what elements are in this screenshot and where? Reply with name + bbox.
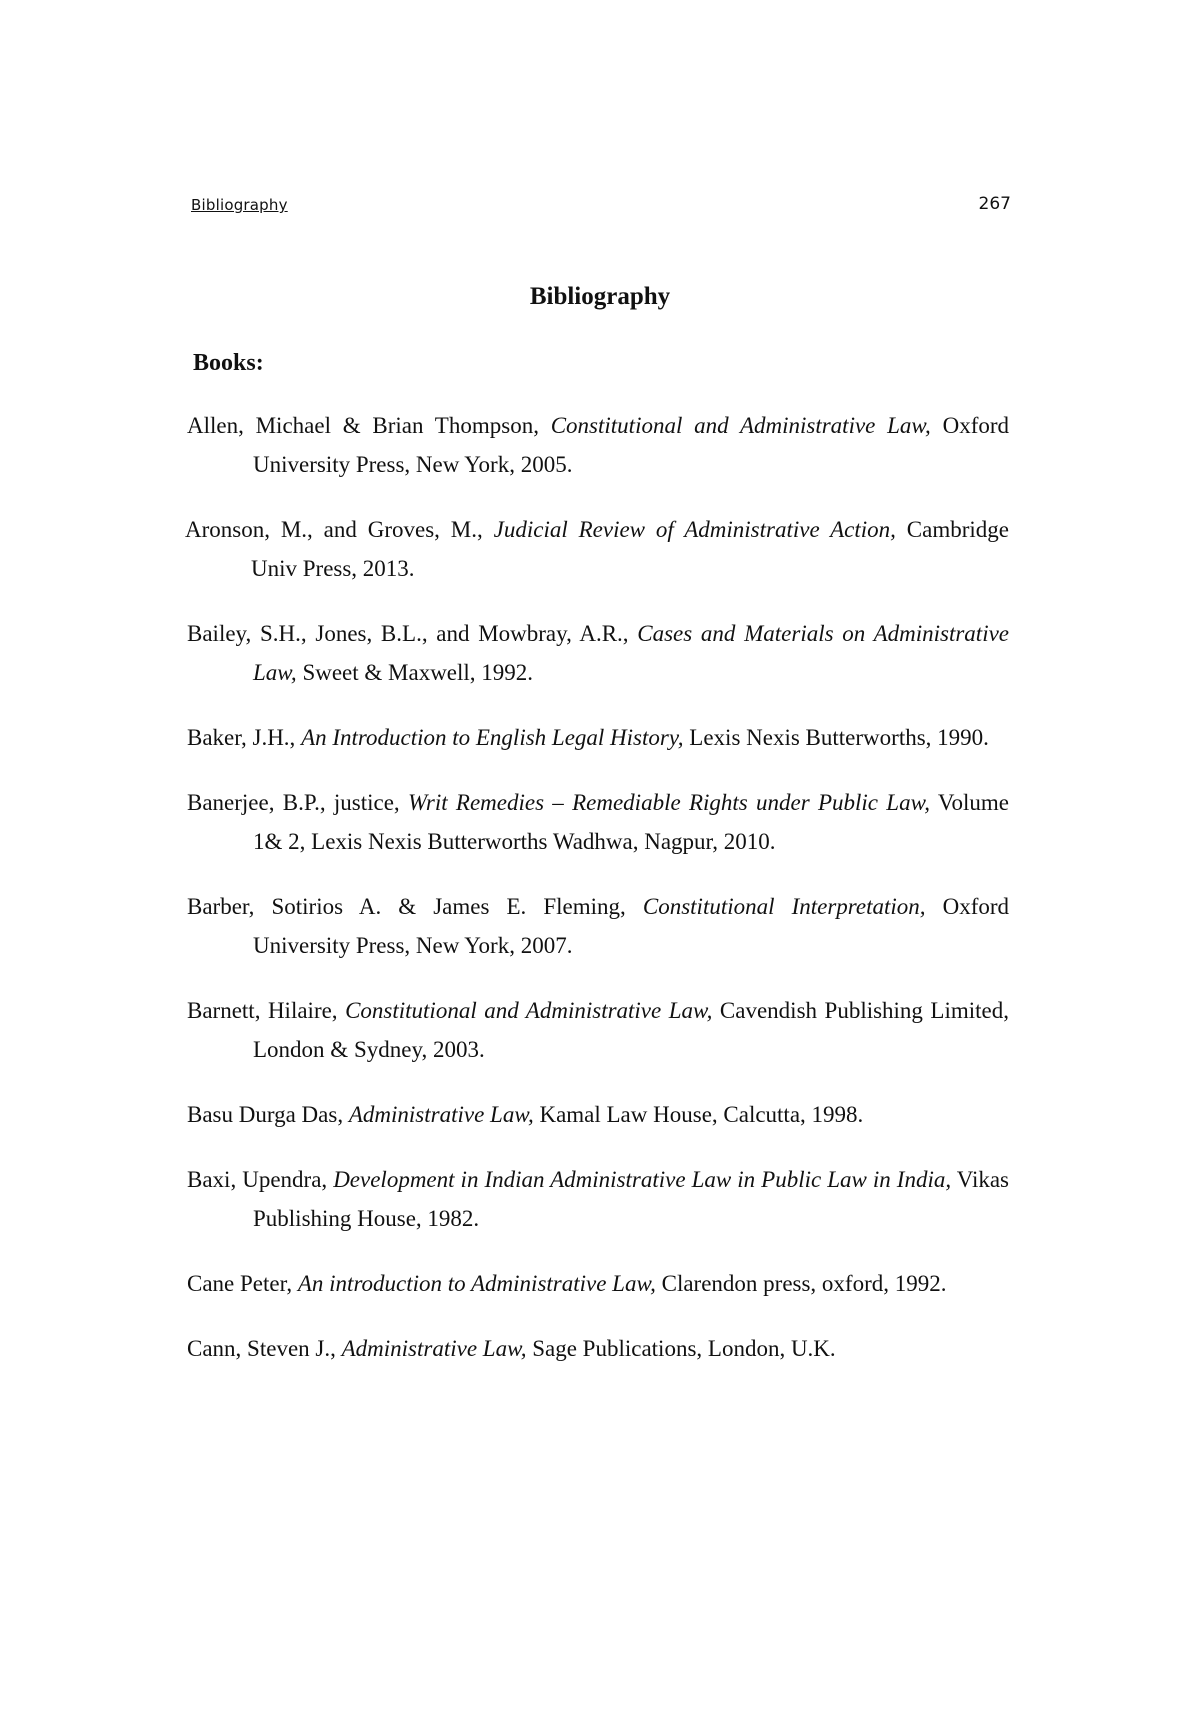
entry-author: Basu Durga Das,	[187, 1102, 344, 1127]
entry-publication: Lexis Nexis Butterworths, 1990.	[689, 725, 989, 750]
entry-publication: Oxford University Press, New York, 2005.	[253, 413, 1010, 477]
entry-author: Baxi, Upendra,	[187, 1167, 328, 1192]
entry-author: Barber, Sotirios A. & James E. Fleming,	[187, 894, 626, 919]
entry-publication: Sweet & Maxwell, 1992.	[302, 660, 534, 685]
entry-publication: Kamal Law House, Calcutta, 1998.	[539, 1102, 864, 1127]
entry-work-title: Judicial Review of Administrative Action,	[493, 517, 896, 542]
bibliography-entry	[187, 1095, 1009, 1134]
bibliography-list	[187, 406, 1009, 1394]
entry-work-title: An introduction to Administrative Law,	[297, 1271, 656, 1296]
bibliography-entry	[187, 783, 1009, 861]
entry-work-title: Constitutional and Administrative Law,	[550, 413, 931, 438]
running-title: Bibliography	[191, 196, 288, 214]
entry-work-title: Administrative Law,	[348, 1102, 534, 1127]
entry-author: Cann, Steven J.,	[187, 1336, 336, 1361]
bibliography-entry	[187, 1264, 1009, 1303]
entry-author: Cane Peter,	[187, 1271, 293, 1296]
entry-publication: Vikas Publishing House, 1982.	[253, 1167, 1009, 1231]
page-number: 267	[978, 194, 1011, 214]
entry-publication: Sage Publications, London, U.K.	[532, 1336, 836, 1361]
entry-work-title: Development in Indian Administrative Law in Public Law in India,	[333, 1167, 952, 1192]
bibliography-entry	[187, 991, 1009, 1069]
entry-publication: Volume 1& 2, Lexis Nexis Butterworths Wadhwa, Nagpur, 2010.	[253, 790, 1009, 854]
entry-author: Baker, J.H.,	[187, 725, 296, 750]
entry-work-title: Cases and Materials on Administrative Law,	[253, 621, 1010, 685]
section-heading-books: Books:	[193, 350, 264, 376]
entry-work-title: Writ Remedies – Remediable Rights under Public Law,	[407, 790, 930, 815]
entry-publication: Oxford University Press, New York, 2007.	[253, 894, 1010, 958]
entry-author: Banerjee, B.P., justice,	[187, 790, 400, 815]
page-title: Bibliography	[529, 283, 671, 310]
entry-work-title: Constitutional and Administrative Law,	[345, 998, 713, 1023]
entry-work-title: Administrative Law,	[341, 1336, 527, 1361]
bibliography-entry	[187, 718, 1009, 757]
entry-author: Bailey, S.H., Jones, B.L., and Mowbray, A.R.,	[187, 621, 629, 646]
bibliography-entry	[187, 614, 1009, 692]
entry-work-title: Constitutional Interpretation,	[642, 894, 926, 919]
entry-publication: Cambridge Univ Press, 2013.	[251, 517, 1009, 581]
bibliography-entry	[187, 406, 1009, 484]
entry-author: Barnett, Hilaire,	[187, 998, 338, 1023]
entry-author: Allen, Michael & Brian Thompson,	[187, 413, 539, 438]
bibliography-entry	[185, 510, 1009, 588]
bibliography-entry	[187, 1329, 1009, 1368]
entry-author: Aronson, M., and Groves, M.,	[185, 517, 483, 542]
running-header	[191, 196, 1011, 226]
entry-publication: Cavendish Publishing Limited, London & Sydney, 2003.	[253, 998, 1010, 1062]
entry-work-title: An Introduction to English Legal History,	[301, 725, 684, 750]
entry-publication: Clarendon press, oxford, 1992.	[661, 1271, 947, 1296]
bibliography-entry	[187, 1160, 1009, 1238]
bibliography-entry	[187, 887, 1009, 965]
